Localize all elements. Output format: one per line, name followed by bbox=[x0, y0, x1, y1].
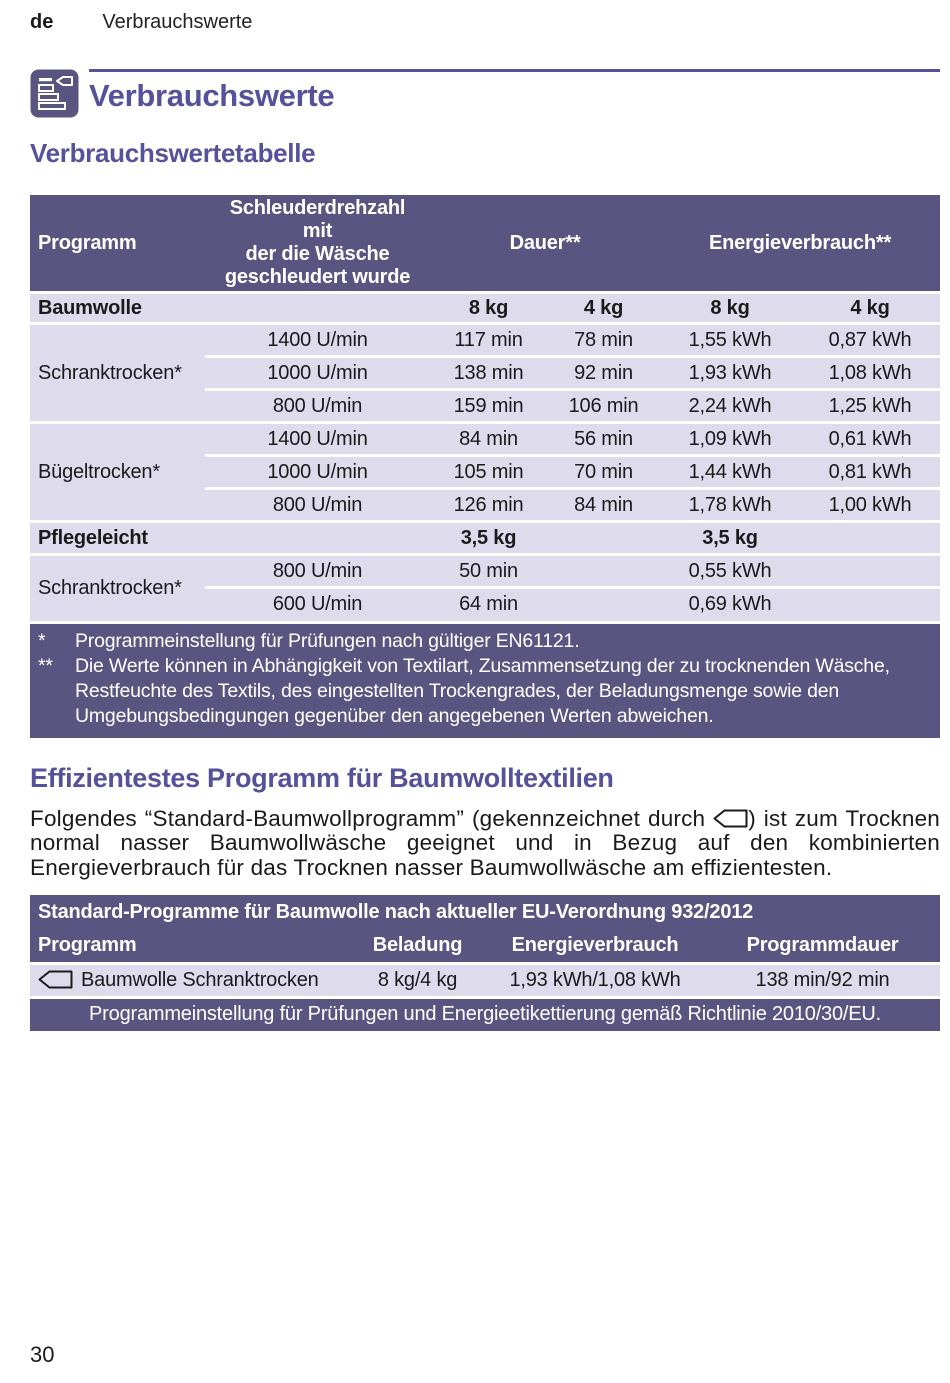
standard-program-table bbox=[30, 895, 940, 1031]
running-header bbox=[30, 0, 940, 34]
spin-cell: 1000 U/min bbox=[205, 357, 430, 390]
energy-8kg-cell: 1,93 kWh bbox=[660, 357, 800, 390]
language-code: de bbox=[30, 11, 54, 33]
energy-cell: 0,69 kWh bbox=[660, 588, 800, 621]
table-title: Standard-Programme für Baumwolle nach aktueller EU-Verordnung 932/2012 bbox=[38, 900, 754, 923]
section-heading: Effizientestes Programm für Baumwolltextilien bbox=[30, 762, 614, 793]
load-cell: 4 kg bbox=[800, 293, 940, 324]
program-cell: Baumwolle bbox=[30, 293, 205, 324]
table-row bbox=[30, 555, 940, 588]
energy-4kg-cell: 0,81 kWh bbox=[800, 456, 940, 489]
footnote-marker: ** bbox=[38, 654, 53, 677]
table-title-row bbox=[30, 895, 940, 929]
subsection-title: Verbrauchswertetabelle bbox=[30, 138, 316, 168]
spacer-cell bbox=[547, 522, 660, 555]
duration-8kg-cell: 84 min bbox=[430, 423, 547, 456]
program-cell: Schranktrocken* bbox=[30, 555, 205, 621]
body-paragraph bbox=[30, 807, 940, 881]
spacer-cell bbox=[547, 588, 660, 621]
duration-cell: 50 min bbox=[430, 555, 547, 588]
duration-8kg-cell: 105 min bbox=[430, 456, 547, 489]
energy-4kg-cell: 0,61 kWh bbox=[800, 423, 940, 456]
duration-8kg-cell: 159 min bbox=[430, 390, 547, 423]
table-footer-note: Programmeinstellung für Prüfungen und Energieetikettierung gemäß Richtlinie 2010/30/EU. bbox=[30, 997, 940, 1031]
energy-cell: 1,93 kWh/1,08 kWh bbox=[485, 963, 705, 997]
spin-cell: 1400 U/min bbox=[205, 324, 430, 357]
program-cell: Pflegeleicht bbox=[30, 522, 205, 555]
energy-cell: 0,55 kWh bbox=[660, 555, 800, 588]
spacer-cell bbox=[205, 522, 430, 555]
spin-cell: 800 U/min bbox=[205, 390, 430, 423]
spacer-cell bbox=[205, 293, 430, 324]
col-header-program: Programm bbox=[38, 231, 137, 254]
energy-8kg-cell: 1,55 kWh bbox=[660, 324, 800, 357]
paragraph-text-before-icon: Folgendes “Standard-Baumwollprogramm” (gekennzeichnet durch bbox=[30, 805, 714, 831]
spacer-cell bbox=[547, 555, 660, 588]
program-cell: Bügeltrocken* bbox=[30, 423, 205, 522]
load-cell: 8 kg bbox=[430, 293, 547, 324]
table-row bbox=[30, 423, 940, 456]
running-header-title: Verbrauchswerte bbox=[102, 11, 253, 33]
col-header-program: Programm bbox=[38, 933, 137, 956]
load-cell: 3,5 kg bbox=[660, 522, 800, 555]
duration-cell: 64 min bbox=[430, 588, 547, 621]
col-header-energy: Energieverbrauch** bbox=[709, 231, 892, 254]
col-header-spin-line3: geschleudert wurde bbox=[224, 266, 411, 288]
paragraph-text-after-icon: ) ist zum Trocknen normal nasser Baumwollwäsche geeignet und in Bezug auf den kombinierten Energieverbrauch für das Trocknen nasser Baumwollwäsche am effizientesten. bbox=[30, 805, 940, 880]
footnote-text: Programmeinstellung für Prüfungen nach gültiger EN61121. bbox=[75, 629, 580, 652]
spin-cell: 600 U/min bbox=[205, 588, 430, 621]
duration-4kg-cell: 92 min bbox=[547, 357, 660, 390]
page-number: 30 bbox=[30, 1342, 55, 1367]
cotton-program-icon bbox=[38, 969, 81, 991]
energy-8kg-cell: 1,78 kWh bbox=[660, 489, 800, 522]
consumption-values-icon bbox=[30, 69, 79, 118]
table-footnotes bbox=[30, 624, 940, 738]
spin-cell: 1000 U/min bbox=[205, 456, 430, 489]
duration-8kg-cell: 126 min bbox=[430, 489, 547, 522]
spacer-cell bbox=[800, 555, 940, 588]
energy-8kg-cell: 2,24 kWh bbox=[660, 390, 800, 423]
duration-4kg-cell: 106 min bbox=[547, 390, 660, 423]
col-header-spin-speed bbox=[205, 195, 430, 293]
energy-4kg-cell: 1,08 kWh bbox=[800, 357, 940, 390]
load-cell: 8 kg bbox=[660, 293, 800, 324]
col-header-spin-line1: Schleuderdrehzahl mit bbox=[229, 197, 406, 242]
page-title: Verbrauchswerte bbox=[89, 78, 335, 113]
col-header-load: Beladung bbox=[372, 933, 463, 956]
load-cell: 3,5 kg bbox=[430, 522, 547, 555]
spin-cell: 1400 U/min bbox=[205, 423, 430, 456]
program-name: Baumwolle Schranktrocken bbox=[81, 968, 319, 991]
footnote-marker: * bbox=[38, 629, 46, 652]
energy-8kg-cell: 1,44 kWh bbox=[660, 456, 800, 489]
load-cell: 4 kg bbox=[547, 293, 660, 324]
col-header-spin-line2: der die Wäsche bbox=[245, 243, 390, 265]
duration-8kg-cell: 138 min bbox=[430, 357, 547, 390]
table-row-baumwolle bbox=[30, 293, 940, 324]
duration-4kg-cell: 56 min bbox=[547, 423, 660, 456]
duration-4kg-cell: 70 min bbox=[547, 456, 660, 489]
col-header-energy: Energieverbrauch bbox=[511, 933, 679, 956]
program-cell: Schranktrocken* bbox=[30, 324, 205, 423]
spacer-cell bbox=[800, 522, 940, 555]
energy-4kg-cell: 1,00 kWh bbox=[800, 489, 940, 522]
col-header-duration: Programmdauer bbox=[746, 933, 899, 956]
energy-4kg-cell: 1,25 kWh bbox=[800, 390, 940, 423]
title-rule bbox=[89, 69, 940, 113]
table-row bbox=[30, 324, 940, 357]
spacer-cell bbox=[800, 588, 940, 621]
duration-4kg-cell: 78 min bbox=[547, 324, 660, 357]
spin-cell: 800 U/min bbox=[205, 489, 430, 522]
footnote-text: Die Werte können in Abhängigkeit von Textilart, Zusammensetzung der zu trocknenden Wäsche, Restfeuchte des Textils, des eingestellten Trockengrades, der Beladungsmenge sowie den Umgebungsbedingungen gegenüber den angegebenen Werten abweichen. bbox=[75, 654, 890, 727]
duration-8kg-cell: 117 min bbox=[430, 324, 547, 357]
table-row-pflegeleicht bbox=[30, 522, 940, 555]
load-cell: 8 kg/4 kg bbox=[350, 963, 485, 997]
energy-4kg-cell: 0,87 kWh bbox=[800, 324, 940, 357]
spin-cell: 800 U/min bbox=[205, 555, 430, 588]
program-cell bbox=[30, 963, 350, 997]
duration-4kg-cell: 84 min bbox=[547, 489, 660, 522]
cotton-program-icon bbox=[713, 806, 748, 831]
table-row bbox=[30, 963, 940, 997]
chapter-title-block bbox=[30, 69, 940, 118]
table-footer-row bbox=[30, 997, 940, 1031]
consumption-table bbox=[30, 195, 940, 621]
energy-8kg-cell: 1,09 kWh bbox=[660, 423, 800, 456]
table-header-row bbox=[30, 929, 940, 963]
col-header-duration: Dauer** bbox=[509, 231, 581, 254]
duration-cell: 138 min/92 min bbox=[705, 963, 940, 997]
